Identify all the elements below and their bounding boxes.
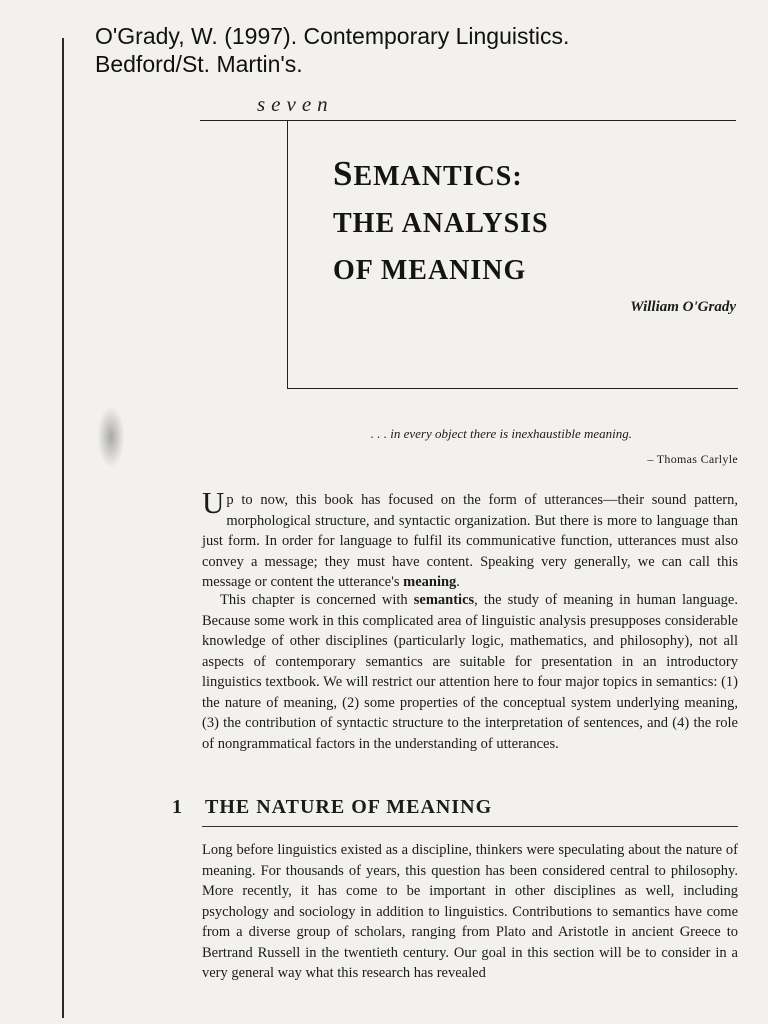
section-heading	[172, 796, 738, 819]
chapter-number: seven	[257, 92, 334, 116]
section-paragraph-1	[202, 840, 738, 984]
chapter-title-line-1	[333, 150, 549, 200]
chapter-title-line-2: THE ANALYSIS	[333, 208, 549, 239]
scan-smudge	[98, 408, 124, 466]
chapter-title	[333, 150, 549, 294]
title-rule-top	[200, 120, 736, 121]
intro-paragraph-2	[202, 590, 738, 754]
chapter-title-cap: S	[333, 154, 354, 193]
drop-cap: U	[202, 485, 225, 520]
intro-p1-text: p to now, this book has focused on the form of utterances—their sound pattern, morphological structure, and syntactic organization. But there is more to language than just form. In order for language to fulfil its communicative function, utterances must also convey a message; they must have content. Speaking very generally, we can call this message or content the utterance's	[202, 492, 738, 590]
term-semantics: semantics	[413, 592, 475, 608]
title-rule-bottom	[287, 388, 738, 389]
section-title: THE NATURE OF MEANING	[205, 796, 493, 818]
intro-paragraph-1	[202, 485, 738, 593]
intro-p1-end: .	[456, 574, 460, 590]
binding-edge-line	[62, 38, 64, 1018]
citation-line-1: O'Grady, W. (1997). Contemporary Linguistics.	[95, 23, 570, 49]
intro-p2-text: , the study of meaning in human language. Because some work in this complicated area of linguistic analysis presupposes considerable knowledge of other disciplines (particularly logic, mathematics, and philosophy), not all aspects of contemporary semantics are suitable for presentation in an introductory linguistics textbook. We will restrict our attention here to four major topics in semantics: (1) the nature of meaning, (2) some properties of the conceptual system underlying meaning, (3) the contribution of syntactic structure to the interpretation of sentences, and (4) the role of nongrammatical factors in the understanding of utterances.	[202, 592, 738, 752]
chapter-title-line-3: OF MEANING	[333, 255, 527, 286]
section-p1-text: Long before linguistics existed as a discipline, thinkers were speculating about the nature of meaning. For thousands of years, this question has been considered central to philosophy. More recently, it has come to be important in other disciplines as well, including psychology and sociology in addition to linguistics. Contributions to semantics have come from a diverse group of scholars, ranging from Plato and Aristotle in ancient Greece to Bertrand Russell in the twentieth century. Our goal in this section will be to consider in a very general way what this research has revealed	[202, 842, 738, 981]
chapter-title-line-1-rest: EMANTICS:	[353, 161, 523, 192]
section-number: 1	[172, 796, 183, 818]
intro-p2-start: This chapter is concerned with	[220, 592, 414, 608]
title-rule-vertical	[287, 121, 288, 389]
chapter-author: William O'Grady	[630, 299, 736, 315]
citation-header	[95, 22, 735, 78]
term-meaning: meaning	[403, 574, 457, 590]
citation-line-2: Bedford/St. Martin's.	[95, 51, 303, 77]
epigraph-attribution: – Thomas Carlyle	[647, 452, 738, 466]
section-rule	[202, 826, 738, 827]
epigraph-quote: . . . in every object there is inexhaustible meaning.	[370, 426, 632, 441]
